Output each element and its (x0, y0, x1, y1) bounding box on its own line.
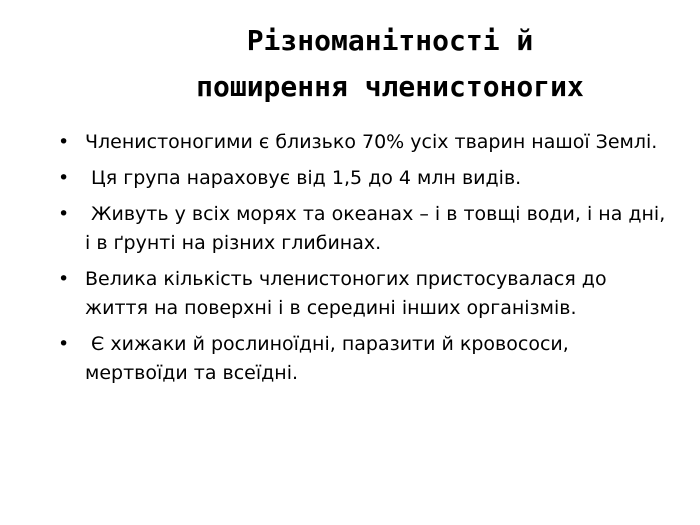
bullet-text: Ця група нараховує від 1,5 до 4 млн видів. (85, 167, 522, 189)
bullet-dot: • (58, 333, 70, 355)
bullet-item (58, 330, 670, 388)
slide-title (40, 18, 700, 110)
bullet-text: Живуть у всіх морях та океанах – і в товщі води, і на дні, і в ґрунті на різних глибинах. (85, 203, 672, 254)
bullet-text: Є хижаки й рослиноїдні, паразити й кровососи, мертвоїди та всеїдні. (85, 333, 575, 384)
bullet-item (58, 200, 670, 258)
bullet-text: Членистоногими є близько 70% усіх тварин нашої Землі. (85, 131, 658, 153)
bullet-item (58, 265, 670, 323)
bullet-list (58, 128, 670, 395)
slide-title-line-2: поширення членистоногих (196, 70, 584, 103)
bullet-item (58, 128, 670, 157)
bullet-item (58, 164, 670, 193)
bullet-dot: • (58, 167, 70, 189)
bullet-dot: • (58, 131, 70, 153)
bullet-text: Велика кількість членистоногих пристосувалася до життя на поверхні і в середині інших організмів. (85, 268, 613, 319)
slide-title-line-1: Різноманітності й (246, 24, 534, 57)
bullet-dot: • (58, 203, 70, 225)
bullet-dot: • (58, 268, 70, 290)
